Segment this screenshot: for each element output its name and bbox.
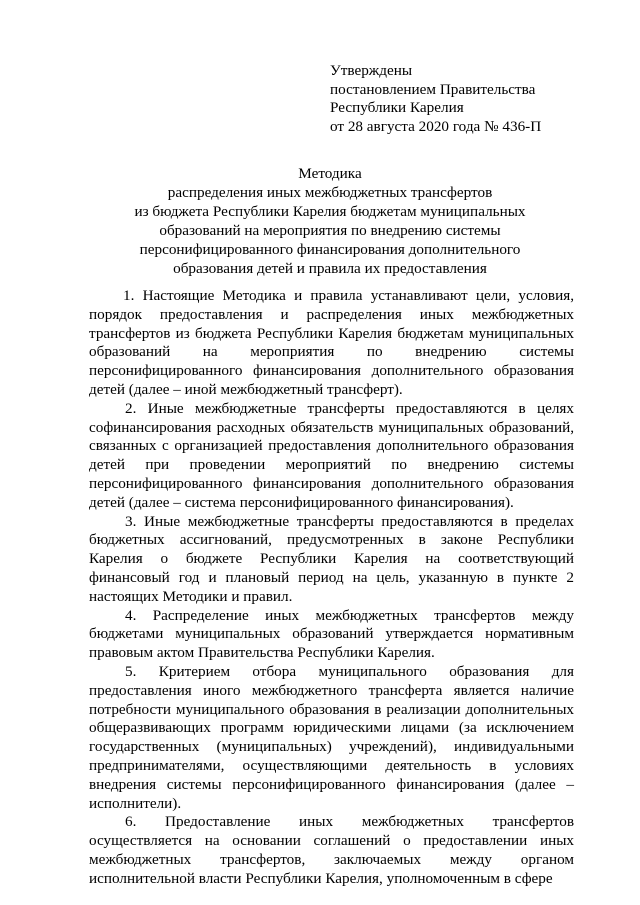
title-line: персонифицированного финансирования дополнительного [139, 240, 521, 258]
paragraph-2: 2. Иные межбюджетные трансферты предоставляются в целях софинансирования расходных обязательств муниципальных образований, связанных с организацией предоставления дополнительного образования детей при проведении мероприятий по внедрению системы персонифицированного финансирования дополнительного образования детей (далее – система персонифицированного финансирования). [89, 399, 574, 511]
approval-line: Республики Карелия [330, 99, 464, 117]
approval-line: постановлением Правительства [330, 80, 536, 98]
paragraph-4: 4. Распределение иных межбюджетных трансфертов между бюджетами муниципальных образований утверждается нормативным правовым актом Правительства Республики Карелия. [89, 606, 574, 662]
title-line: образований на мероприятия по внедрению системы [159, 221, 501, 239]
paragraph-1: 1. Настоящие Методика и правила устанавливают цели, условия, порядок предоставления и распределения иных межбюджетных трансфертов из бюджета Республики Карелия бюджетам муниципальных образований на мероприятия по внедрению системы персонифицированного финансирования дополнительного образования детей (далее – иной межбюджетный трансферт). [89, 287, 574, 398]
approval-line: Утверждены [330, 62, 413, 79]
approval-block [330, 62, 541, 136]
title-line: Методика [298, 165, 362, 182]
document-body [89, 287, 574, 889]
title-line: образования детей и правила их предоставления [173, 259, 487, 277]
approval-line: от 28 августа 2020 года № 436-П [330, 117, 542, 135]
title-line: из бюджета Республики Карелия бюджетам муниципальных [134, 202, 526, 220]
title-line: распределения иных межбюджетных трансфертов [167, 183, 493, 201]
paragraph-6: 6. Предоставление иных межбюджетных трансфертов осуществляется на основании соглашений о предоставлении иных межбюджетных трансфертов, заключаемых между органом исполнительной власти Республики Карелия, уполномоченным в сфере [89, 813, 574, 887]
document-title [100, 165, 560, 278]
paragraph-5: 5. Критерием отбора муниципального образования для предоставления иного межбюджетного трансферта является наличие потребности муниципального образования в реализации дополнительных общеразвивающих программ юридическими лицами (за исключением государственных (муниципальных) учреждений), индивидуальными предпринимателями, осуществляющими деятельность в условиях внедрения системы персонифицированного финансирования (далее – исполнители). [89, 662, 574, 812]
paragraph-3: 3. Иные межбюджетные трансферты предоставляются в пределах бюджетных ассигнований, предусмотренных в законе Республики Карелия о бюджете Республики Карелия на соответствующий финансовый год и плановый период на цель, указанную в пункте 2 настоящих Методики и правил. [89, 512, 574, 605]
